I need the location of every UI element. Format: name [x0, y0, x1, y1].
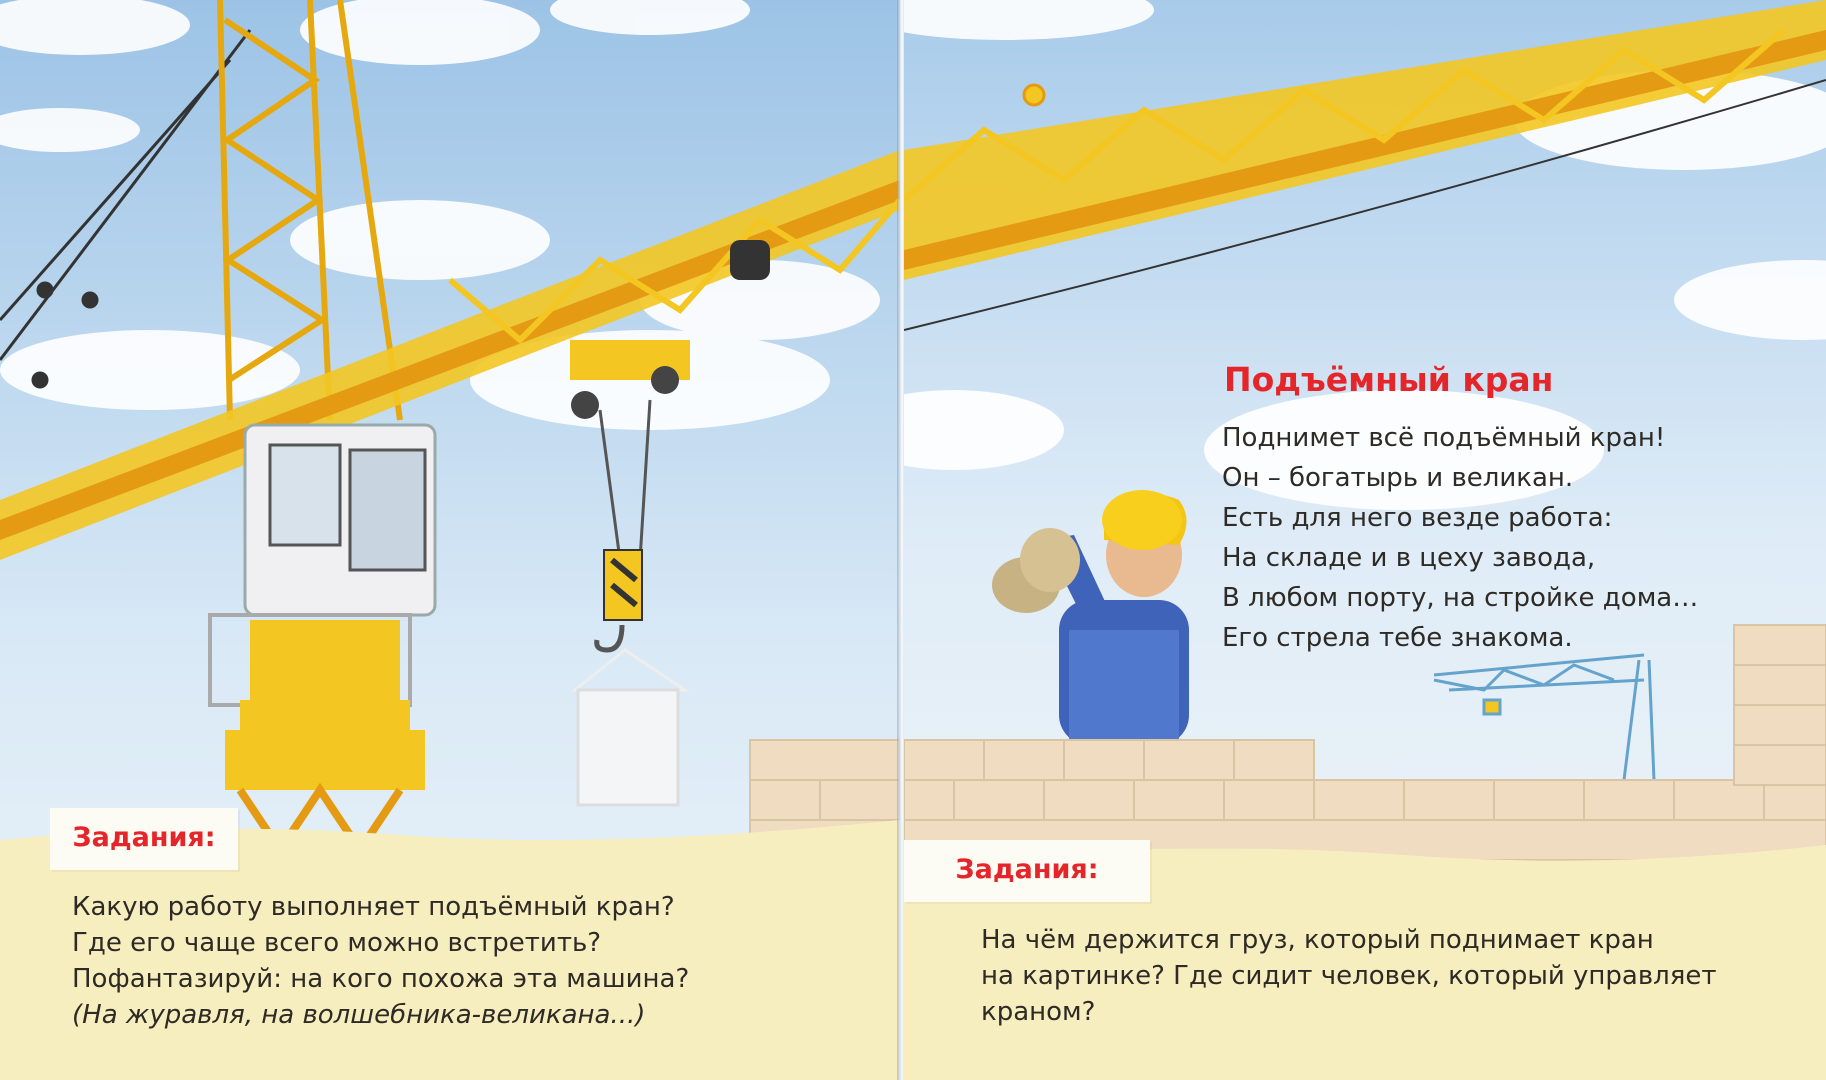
- poem-line: Есть для него везде работа:: [1222, 503, 1613, 533]
- question: На чём держится груз, который поднимает кран: [981, 925, 1654, 955]
- poem-line: Он – богатырь и великан.: [1222, 463, 1574, 493]
- left-page: [0, 0, 900, 1080]
- tasks-label-box: [904, 840, 1150, 902]
- page-title: Подъёмный кран: [1224, 360, 1554, 399]
- tasks-label-box: [50, 808, 238, 870]
- poem-line: В любом порту, на стройке дома…: [1222, 583, 1699, 613]
- right-page: [904, 0, 1826, 1080]
- question: Какую работу выполняет подъёмный кран?: [72, 892, 675, 922]
- left-tasks: [72, 889, 689, 1033]
- answer-hint: (На журавля, на волшебника-великана...): [72, 1000, 646, 1030]
- question: на картинке? Где сидит человек, который управляет: [981, 961, 1717, 991]
- right-tasks: [981, 922, 1717, 1030]
- poem: [1222, 418, 1698, 658]
- tasks-label: Задания:: [955, 854, 1099, 885]
- poem-line: Его стрела тебе знакома.: [1222, 623, 1573, 653]
- question: краном?: [981, 997, 1096, 1027]
- question: Где его чаще всего можно встретить?: [72, 928, 602, 958]
- tasks-label: Задания:: [72, 822, 216, 853]
- poem-line: Поднимет всё подъёмный кран!: [1222, 423, 1666, 453]
- question: Пофантазируй: на кого похожа эта машина?: [72, 964, 690, 994]
- poem-line: На складе и в цеху завода,: [1222, 543, 1596, 573]
